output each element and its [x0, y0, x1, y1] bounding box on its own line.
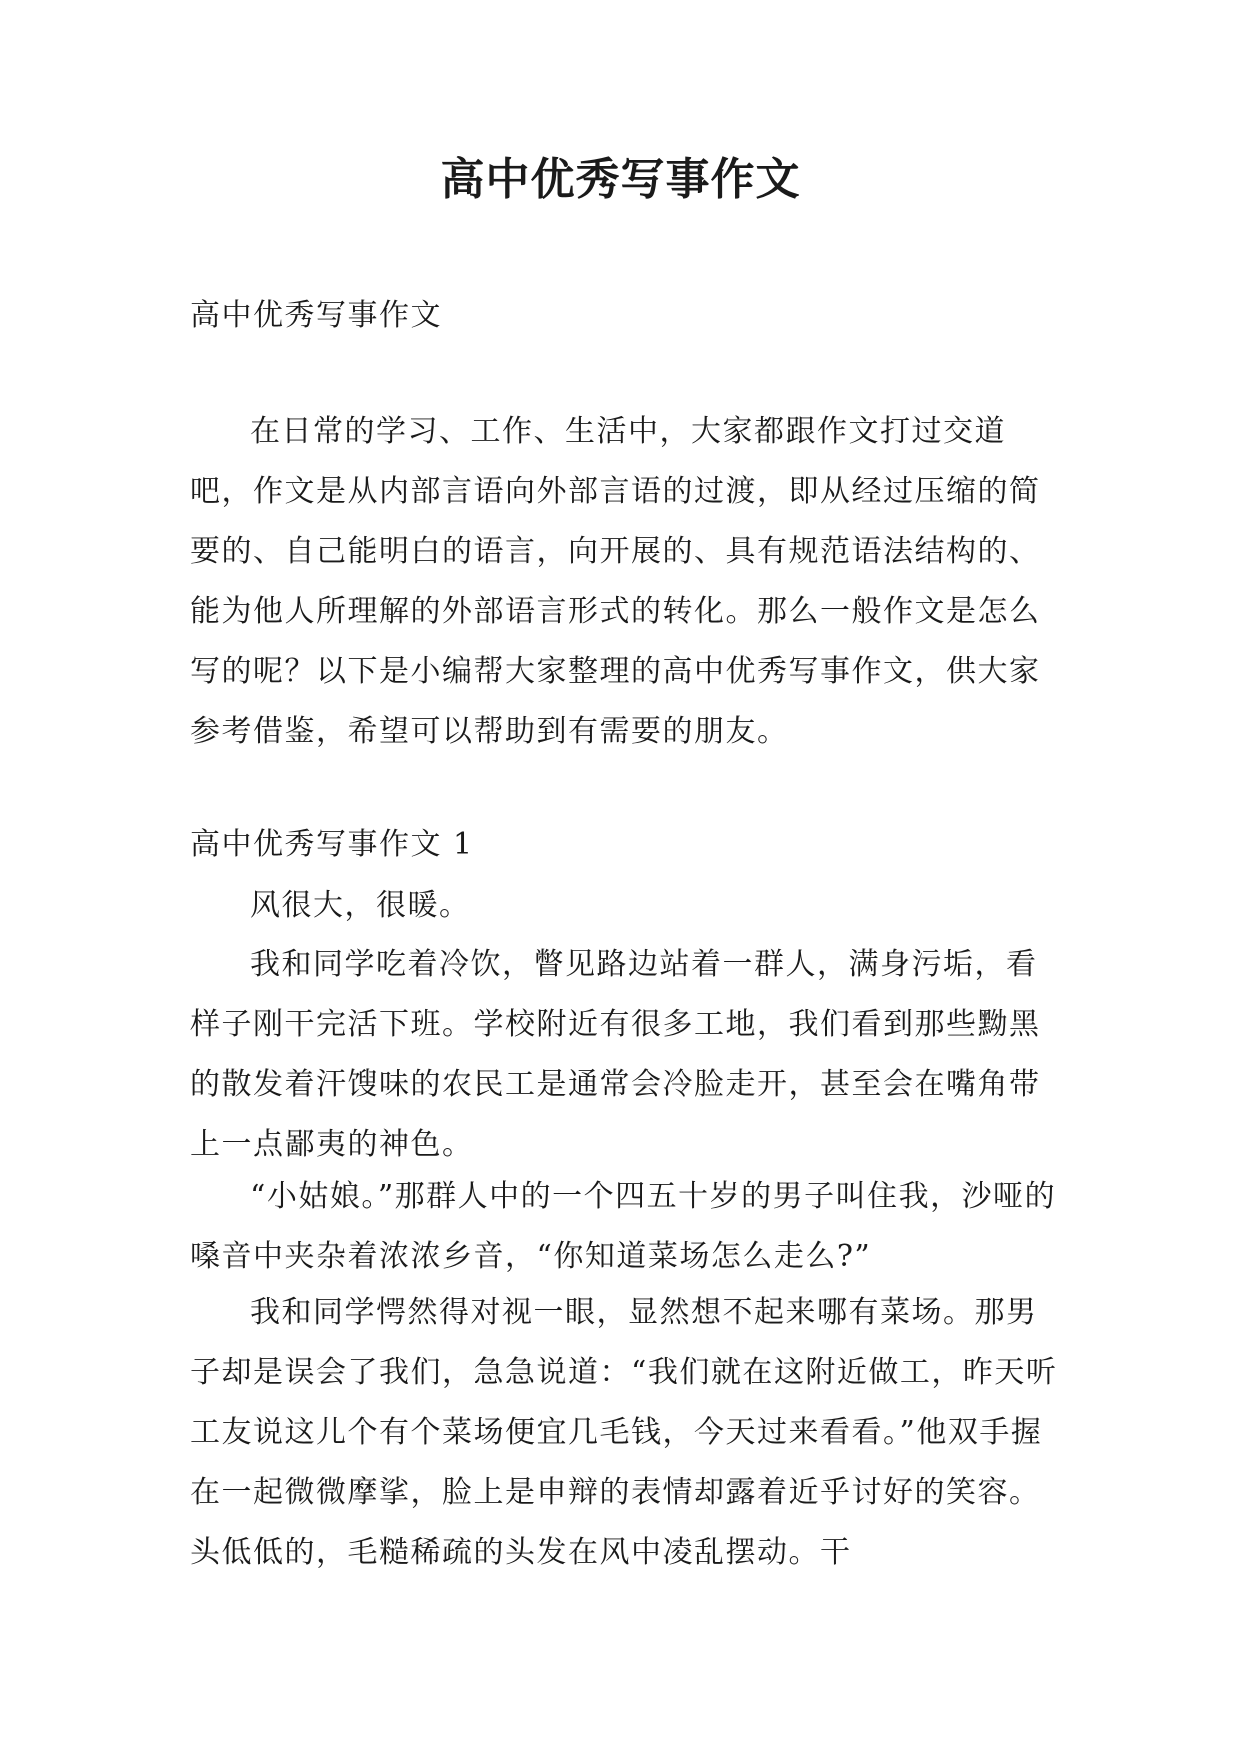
- intro-paragraph: 在日常的学习、工作、生活中，大家都跟作文打过交道吧，作文是从内部言语向外部言语的过渡，即从经过压缩的简要的、自己能明白的语言，向开展的、具有规范语法结构的、能为他人所理解的外部语言形式的转化。那么一般作文是怎么写的呢？以下是小编帮大家整理的高中优秀写事作文，供大家参考借鉴，希望可以帮助到有需要的朋友。: [190, 414, 1041, 749]
- body-paragraph: “小姑娘。”那群人中的一个四五十岁的男子叫住我，沙哑的嗓音中夹杂着浓浓乡音，“你知道菜场怎么走么?”: [190, 1179, 1057, 1274]
- section-heading: 高中优秀写事作文 1: [190, 827, 474, 862]
- body-paragraph: 风很大，很暖。: [250, 888, 471, 923]
- body-paragraph: 我和同学吃着冷饮，瞥见路边站着一群人，满身污垢，看样子刚干完活下班。学校附近有很多工地，我们看到那些黝黑的散发着汗馊味的农民工是通常会冷脸走开，甚至会在嘴角带上一点鄙夷的神色。: [190, 947, 1041, 1162]
- page-title: 高中优秀写事作文: [440, 154, 801, 205]
- body-paragraph: 我和同学愕然得对视一眼，显然想不起来哪有菜场。那男子却是误会了我们，急急说道：“我们就在这附近做工，昨天听工友说这儿个有个菜场便宜几毛钱，今天过来看看。”他双手握在一起微微摩挲，脸上是申辩的表情却露着近乎讨好的笑容。头低低的，毛糙稀疏的头发在风中凌乱摆动。干: [190, 1295, 1058, 1570]
- document-subtitle: 高中优秀写事作文: [190, 298, 442, 333]
